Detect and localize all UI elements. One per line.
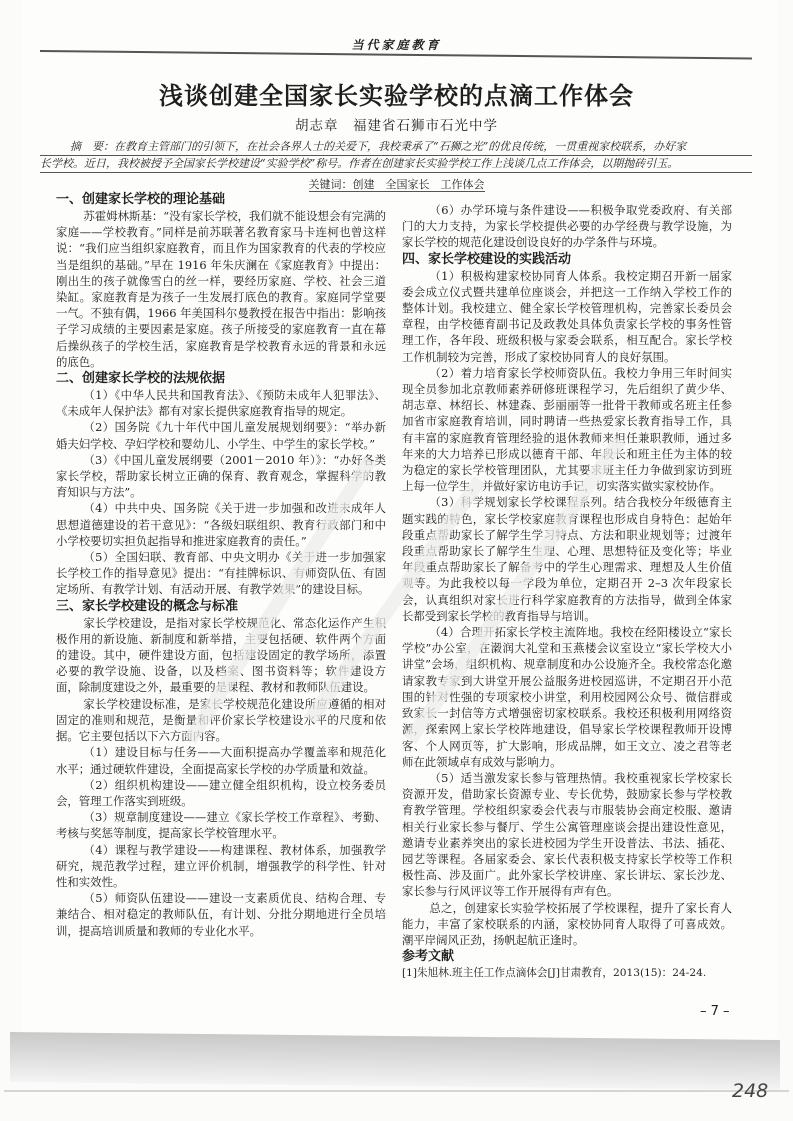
- article-title: 浅谈创建全国家长实验学校的点滴工作体会: [159, 82, 634, 110]
- journal-header: 当代家庭教育: [351, 38, 442, 52]
- paragraph: （3）科学规划家长学校课程系列。结合我校分年级德育主题实践的特色，家长学校家庭教育课程也形成自身特色：起始年段重点帮助家长了解学生学习特点、方法和职业规划等；过渡年段重点帮助家长了解学生生理、心理、思想特征及变化等；毕业年段重点帮助家长了解备考中的学生心理需求、理想及人生价值观等。为此我校以每一学段为单位，定期召开 2–3 次年段家长会，认真组织对家长进行科学家庭教育的方法指导，做到全体家长都受到家长学校的教育指导与培训。: [402, 495, 732, 623]
- paragraph: （2）组织机构建设——建立健全组织机构，设立校务委员会，管理工作落实到班级。: [56, 777, 386, 808]
- paragraph: （2）着力培育家长学校师资队伍。我校力争用三年时间实现全员参加北京教师素养研修班课程学习，先后组织了黄少华、胡志章、林绍长、林建森、彭丽丽等一批骨干教师或名班主任参加省市家庭教育培训，同时聘请一些热爱家长教育指导工作，具有丰富的家庭教育管理经验的退休教师来担任兼职教师，通过多年来的大力培养已形成以德育干部、年段长和班主任为主体的较为稳定的家长学校管理团队，尤其要求班主任力争做到家访到班上每一位学生，并做好家访电访手记，切实落实做实家校协作。: [402, 365, 732, 494]
- paragraph: （5）师资队伍建设——建设一支素质优良、结构合理、专兼结合、相对稳定的教师队伍，有计划、分批分期地进行全员培训，提高培训质量和教师的专业化水平。: [56, 891, 386, 938]
- paragraph: （4）课程与教学建设——构建课程、教材体系，加强教学研究，规范教学过程，建立评价机制，增强教学的科学性、针对性和实效性。: [56, 842, 386, 889]
- paragraph: 苏霍姆林斯基：“没有家长学校，我们就不能设想会有完满的家庭——学校教育。”同样是前苏联著名教育家马卡连柯也曾这样说：“我们应当组织家庭教育，而且作为国家教育的代表的学校应当是组织的基础。”早在 1916 年朱庆澜在《家庭教育》中提出：刚出生的孩子就像雪白的丝一样，要经历家庭、学校、社会三道染缸。家庭教育是为孩子一生发展打底色的教育。家庭同学堂要一气。不独有偶，1966 年美国科尔曼教授在报告中指出：影响孩子学习成绩的主要因素是家庭。孩子所接受的家庭教育一直在幕后操纵孩子的学校生活，家庭教育是学校教育永远的背景和永远的底色。: [56, 209, 386, 369]
- paragraph: （4）合理开拓家长学校主流阵地。我校在经阳楼设立“家长学校”办公室，在濲润大礼堂和玉燕楼会议室设立“家长学校大小讲堂”会场，组织机构、规章制度和办公设施齐全。我校常态化邀请家教专家到大讲堂开展公益服务进校园巡讲，不定期召开小范围的针对性强的专项家校小讲堂，利用校园网公众号、微信群或致家长一封信等方式增强密切家校联系。我校还积极利用网络资源，探索网上家长学校阵地建设，倡导家长学校课程教师开设博客、个人网页等，扩大影响，形成品牌，如王文立、凌之君等老师在此领域卓有成效与影响力。: [402, 625, 732, 769]
- paragraph: （1）建设目标与任务——大面积提高办学覆盖率和规范化水平；通过硬软件建设，全面提高家长学校的办学质量和效益。: [56, 745, 386, 776]
- paragraph: 总之，创建家长实验学校拓展了学校课程，提升了家长育人能力，丰富了家校联系的内涵，家校协同育人取得了可喜成效。潮平岸阔风正劲，扬帆起航正逢时。: [402, 900, 732, 947]
- paragraph: （3）《中国儿童发展纲要（2001－2010 年）》：“办好各类家长学校，帮助家长树立正确的保育、教育观念，掌握科学的教育知识与方法”。: [56, 452, 386, 500]
- paragraph: （3）规章制度建设——建立《家长学校工作章程》、考勤、考核与奖惩等制度，提高家长学校管理水平。: [56, 810, 386, 841]
- paragraph: （2）国务院《九十年代中国儿童发展规划纲要》：“举办新婚夫妇学校、孕妇学校和婴幼儿、小学生、中学生的家长学校。”: [56, 420, 386, 451]
- right-column: [402, 202, 732, 981]
- abstract: [40, 139, 752, 173]
- keywords: [0, 176, 793, 192]
- paragraph: （1）积极构建家校协同育人体系。我校定期召开新一届家委会成立仪式暨共建单位座谈会，并把这一工作纳入学校工作的整体计划。我校建立、健全家长学校管理机构，完善家长委员会章程，由学校德育副书记及政教处具体负责家长学校的事务性管理工作，各年段、班级积极与家委会联系，相互配合。家长学校工作机制较为完善，形成了家校协同育人的良好氛围。: [402, 268, 732, 364]
- paragraph: 家长学校建设，是指对家长学校规范化、常态化运作产生积极作用的新设施、新制度和新举措，主要包括硬、软件两个方面的建设。其中，硬件建设方面，包括建设固定的教学场所，添置必要的教学设施、设备，以及档案、图书资料等；软件建设方面，除制度建设之外，最重要的是课程、教材和教师队伍建设。: [56, 615, 386, 695]
- abstract-line: 摘 要：在教育主管部门的引领下，在社会各界人士的关爱下，我校秉承了“石狮之光”的优良传统，一贯重视家校联系，办好家: [40, 139, 752, 156]
- section-heading: 二、创建家长学校的法规依据: [56, 371, 226, 387]
- paragraph: （4）中共中央、国务院《关于进一步加强和改进未成年人思想道德建设的若干意见》：“各级妇联组织、教育行政部门和中小学校要切实担负起指导和推进家庭教育的责任。”: [56, 501, 386, 548]
- scan-edge: [4, 1090, 789, 1092]
- abstract-line: 长学校。近日，我校被授予全国家长学校建设“实验学校”称号。作者在创建家长实验学校工作上浅谈几点工作体会，以期抛砖引玉。: [40, 156, 752, 173]
- section-heading: 四、家长学校建设的实践活动: [402, 251, 572, 267]
- paragraph: （5）全国妇联、教育部、中央文明办《关于进一步加强家长学校工作的指导意见》提出：“有挂牌标识、有师资队伍、有固定场所、有教学计划、有活动开展、有教学效果”的建设目标。: [56, 550, 386, 597]
- reference-item: [1]朱旭林.班主任工作点滴体会[J]甘肃教育，2013(15)：24-24.: [402, 967, 707, 980]
- section-heading: 参考文献: [402, 949, 455, 965]
- paragraph: （6）办学环境与条件建设——积极争取党委政府、有关部门的大力支持，为家长学校提供必要的办学经费与教学设施，为家长学校的规范化建设创设良好的办学条件与环境。: [402, 203, 732, 250]
- keywords-text: 关键词：创建 全国家长 工作体会: [308, 178, 485, 191]
- left-column: [56, 191, 386, 939]
- section-heading: 一、创建家长学校的理论基础: [56, 192, 226, 207]
- author-line: 胡志章 福建省石狮市石光中学: [295, 118, 498, 134]
- section-heading: 三、家长学校建设的概念与标准: [56, 598, 239, 614]
- page-number: – 7 –: [700, 1004, 730, 1019]
- paragraph: 家长学校建设标准，是家长学校规范化建设所应遵循的相对固定的准则和规范，是衡量和评价家长学校建设水平的尺度和依据。它主要包括以下六方面内容。: [56, 696, 386, 744]
- handwritten-number: 248: [732, 1080, 769, 1102]
- page-shadow: [10, 1032, 780, 1090]
- paragraph: （1）《中华人民共和国教育法》、《预防未成年人犯罪法》、《未成年人保护法》都有对家长提供家庭教育指导的规定。: [56, 388, 386, 419]
- paragraph: （5）适当激发家长参与管理热情。我校重视家长学校家长资源开发，借助家长资源专业、专长优势，鼓励家长参与学校教育教学管理。学校组织家委会代表与市服装协会商定校服、邀请相关行业家长参与餐厅、学生公寓管理座谈会提出建设性意见，邀请专业素养突出的家长进校园为学生开设普法、书法、插花、园艺等课程。各届家委会、家长代表积极支持家长学校等工作积极性高、涉及面广。此外家长学校讲座、家长讲坛、家长沙龙、家长参与行风评议等工作开展得有声有色。: [402, 770, 732, 899]
